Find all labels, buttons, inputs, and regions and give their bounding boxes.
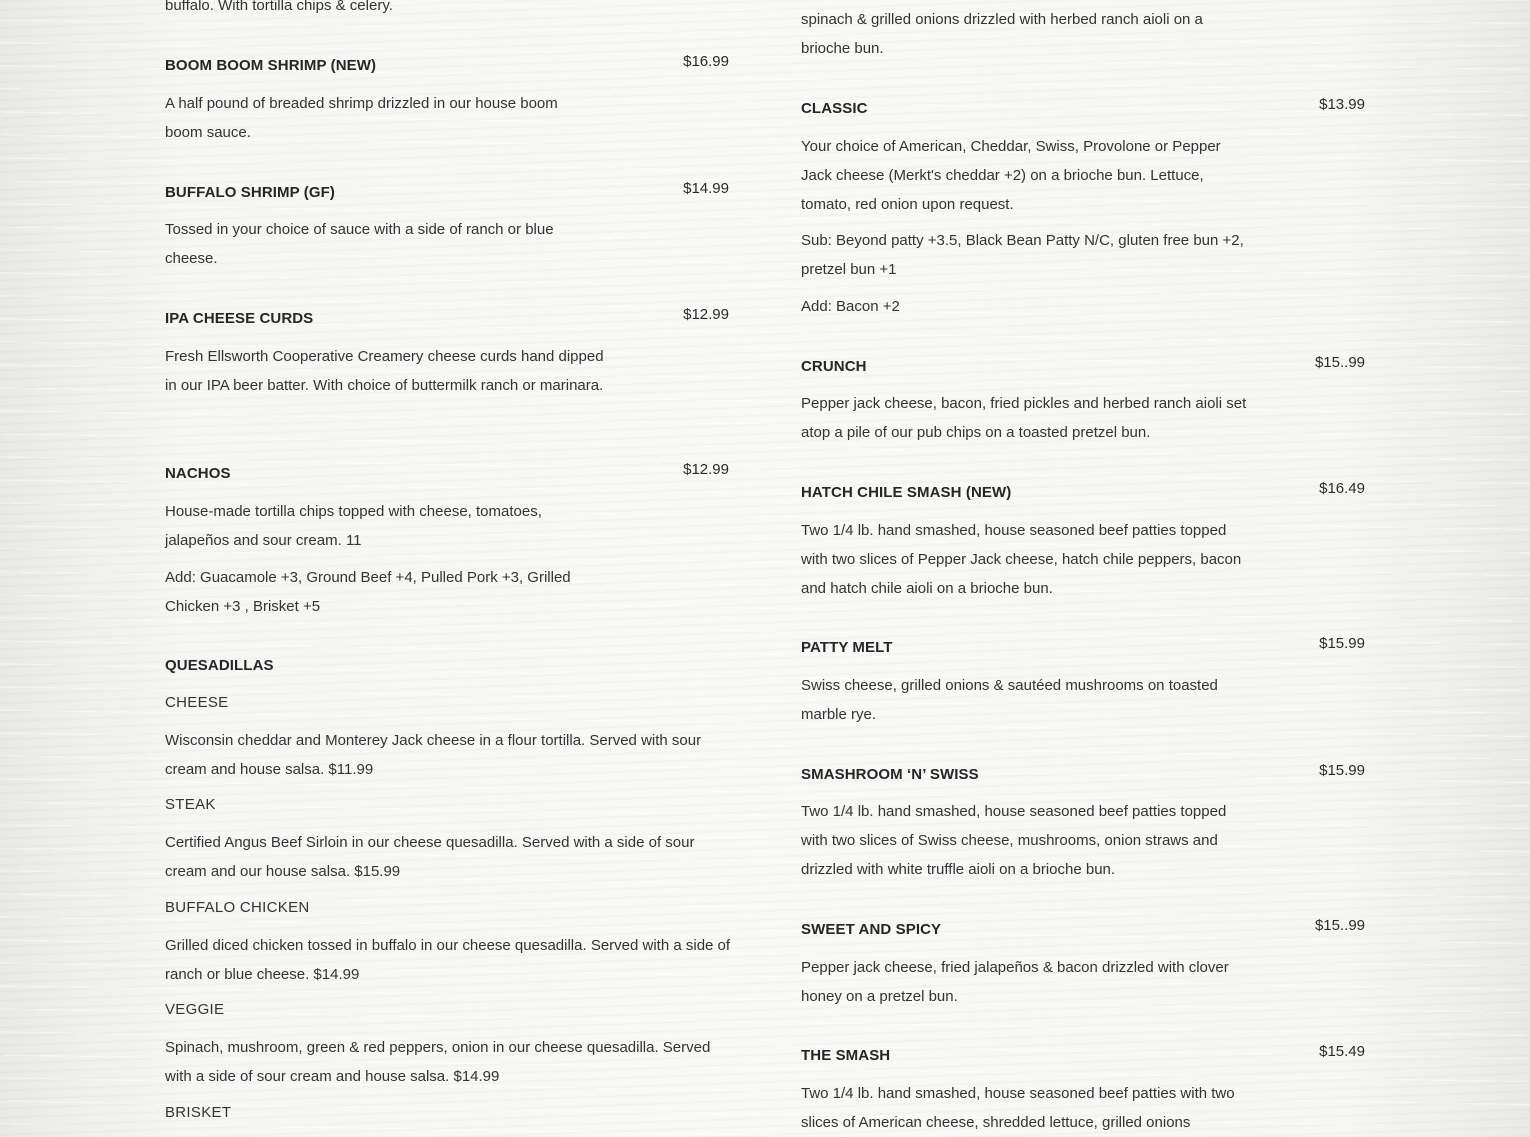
item-price: $13.99 [1319, 96, 1365, 113]
option-description-cheese: Wisconsin cheddar and Monterey Jack cheese in a flour tortilla. Served with sour cream and house salsa. $11.99 [165, 732, 702, 778]
item-title: PATTY MELT [801, 639, 893, 656]
option-description-steak: Certified Angus Beef Sirloin in our cheese quesadilla. Served with a side of sour cream and our house salsa. $15.99 [165, 834, 695, 880]
item-description: Pepper jack cheese, fried jalapeños & bacon drizzled with clover honey on a pretzel bun. [801, 959, 1229, 1005]
item-title: THE SMASH [801, 1047, 891, 1064]
option-name-brisket: BRISKET [165, 1104, 232, 1121]
item-price: $14.99 [683, 180, 729, 197]
item-price: $15..99 [1314, 917, 1365, 934]
item-title: HATCH CHILE SMASH (NEW) [801, 484, 1012, 501]
item-description-fragment: buffalo. With tortilla chips & celery. [165, 0, 393, 14]
item-price: $15.99 [1319, 762, 1365, 779]
item-price: $16.99 [683, 53, 729, 70]
item-title: SMASHROOM ‘N’ SWISS [801, 766, 979, 783]
option-description-buffalo-chicken: Grilled diced chicken tossed in buffalo in our cheese quesadilla. Served with a side of ranch or blue cheese. $14.99 [165, 937, 731, 983]
item-description: Two 1/4 lb. hand smashed, house seasoned beef patties topped with two slices of Swiss cheese, mushrooms, onion straws and drizzled with white truffle aioli on a brioche bun. [801, 803, 1227, 878]
item-description: A half pound of breaded shrimp drizzled in our house boom boom sauce. [165, 95, 558, 141]
item-price: $16.49 [1319, 480, 1365, 497]
item-price: $15.49 [1319, 1043, 1365, 1060]
option-description-veggie: Spinach, mushroom, green & red peppers, onion in our cheese quesadilla. Served with a side of sour cream and house salsa. $14.99 [165, 1039, 711, 1085]
item-title: QUESADILLAS [165, 657, 274, 674]
item-title: CRUNCH [801, 358, 867, 375]
item-description: House-made tortilla chips topped with cheese, tomatoes, jalapeños and sour cream. 11 [165, 503, 542, 549]
item-description: Pepper jack cheese, bacon, fried pickles and herbed ranch aioli set atop a pile of our pub chips on a toasted pretzel bun. [801, 395, 1247, 441]
item-description: Fresh Ellsworth Cooperative Creamery cheese curds hand dipped in our IPA beer batter. With choice of buttermilk ranch or marinara. [165, 348, 604, 394]
item-title: IPA CHEESE CURDS [165, 310, 314, 327]
item-description: Tossed in your choice of sauce with a side of ranch or blue cheese. [165, 221, 554, 267]
item-description-fragment: spinach & grilled onions drizzled with herbed ranch aioli on a brioche bun. [801, 11, 1203, 57]
item-price: $15..99 [1314, 354, 1365, 371]
item-price: $12.99 [683, 306, 729, 323]
option-name-buffalo-chicken: BUFFALO CHICKEN [165, 899, 310, 916]
item-price: $12.99 [683, 461, 729, 478]
item-title: NACHOS [165, 465, 231, 482]
item-description: Swiss cheese, grilled onions & sautéed mushrooms on toasted marble rye. [801, 677, 1218, 723]
item-description: Two 1/4 lb. hand smashed, house seasoned beef patties topped with two slices of Pepper Jack cheese, hatch chile peppers, bacon and hatch chile aioli on a brioche bun. [801, 522, 1242, 597]
item-title: SWEET AND SPICY [801, 921, 942, 938]
option-name-cheese: CHEESE [165, 694, 229, 711]
item-add-ons: Add: Bacon +2 [801, 298, 900, 315]
item-description: Your choice of American, Cheddar, Swiss, Provolone or Pepper Jack cheese (Merkt's cheddar +2) on a brioche bun. Lettuce, tomato, red onion upon request. [801, 138, 1221, 213]
item-title: CLASSIC [801, 100, 868, 117]
item-title: BUFFALO SHRIMP (GF) [165, 184, 335, 201]
item-add-ons: Add: Guacamole +3, Ground Beef +4, Pulled Pork +3, Grilled Chicken +3 , Brisket +5 [165, 569, 571, 615]
item-price: $15.99 [1319, 635, 1365, 652]
item-title: BOOM BOOM SHRIMP (NEW) [165, 57, 377, 74]
item-description: Two 1/4 lb. hand smashed, house seasoned beef patties with two slices of American cheese, shredded lettuce, grilled onions [801, 1085, 1235, 1131]
option-name-steak: STEAK [165, 796, 216, 813]
item-substitutions: Sub: Beyond patty +3.5, Black Bean Patty N/C, gluten free bun +2, pretzel bun +1 [801, 232, 1244, 278]
option-name-veggie: VEGGIE [165, 1001, 225, 1018]
